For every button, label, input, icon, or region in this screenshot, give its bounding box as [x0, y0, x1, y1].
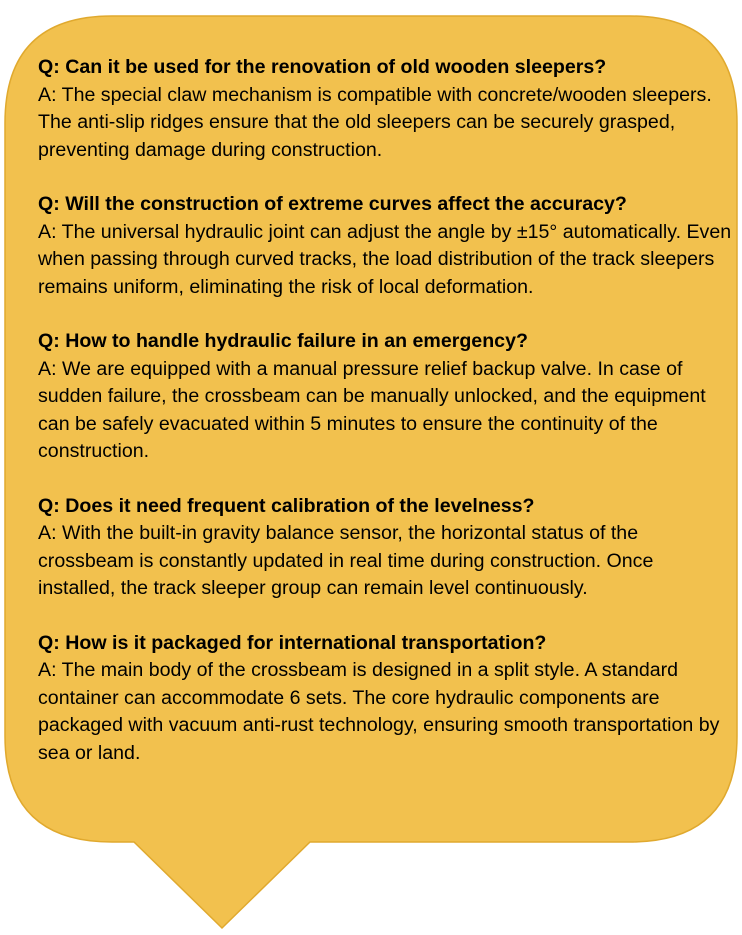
- faq-item: [38, 191, 734, 301]
- faq-list: [38, 54, 734, 794]
- faq-question: Q: How to handle hydraulic failure in an emergency?: [38, 330, 528, 352]
- faq-answer: A: With the built-in gravity balance sensor, the horizontal status of the crossbeam is constantly updated in real time during construction. Once installed, the track sleeper group can remain level continuously.: [38, 522, 654, 599]
- faq-answer: A: The universal hydraulic joint can adjust the angle by ±15° automatically. Even when passing through curved tracks, the load distribution of the track sleepers remains uniform, eliminating the risk of local deformation.: [38, 220, 732, 298]
- faq-question: Q: Does it need frequent calibration of the levelness?: [38, 494, 535, 517]
- faq-answer: A: The special claw mechanism is compatible with concrete/wooden sleepers. The anti-slip ridges ensure that the old sleepers can be securely grasped, preventing damage during construction.: [38, 83, 712, 161]
- faq-item: [38, 630, 734, 768]
- faq-answer: A: The main body of the crossbeam is designed in a split style. A standard container can accommodate 6 sets. The core hydraulic components are packaged with vacuum anti-rust technology, ensuring smooth transportation by sea or land.: [38, 659, 720, 764]
- faq-question: Q: Will the construction of extreme curves affect the accuracy?: [38, 193, 627, 215]
- faq-item: [38, 493, 734, 603]
- faq-answer: A: We are equipped with a manual pressure relief backup valve. In case of sudden failure, the crossbeam can be manually unlocked, and the equipment can be safely evacuated within 5 minutes to ensure the continuity of the construction.: [38, 357, 706, 462]
- faq-question: Q: How is it packaged for international transportation?: [38, 631, 547, 654]
- faq-item: [38, 54, 734, 164]
- faq-item: [38, 328, 734, 466]
- faq-question: Q: Can it be used for the renovation of old wooden sleepers?: [38, 56, 607, 78]
